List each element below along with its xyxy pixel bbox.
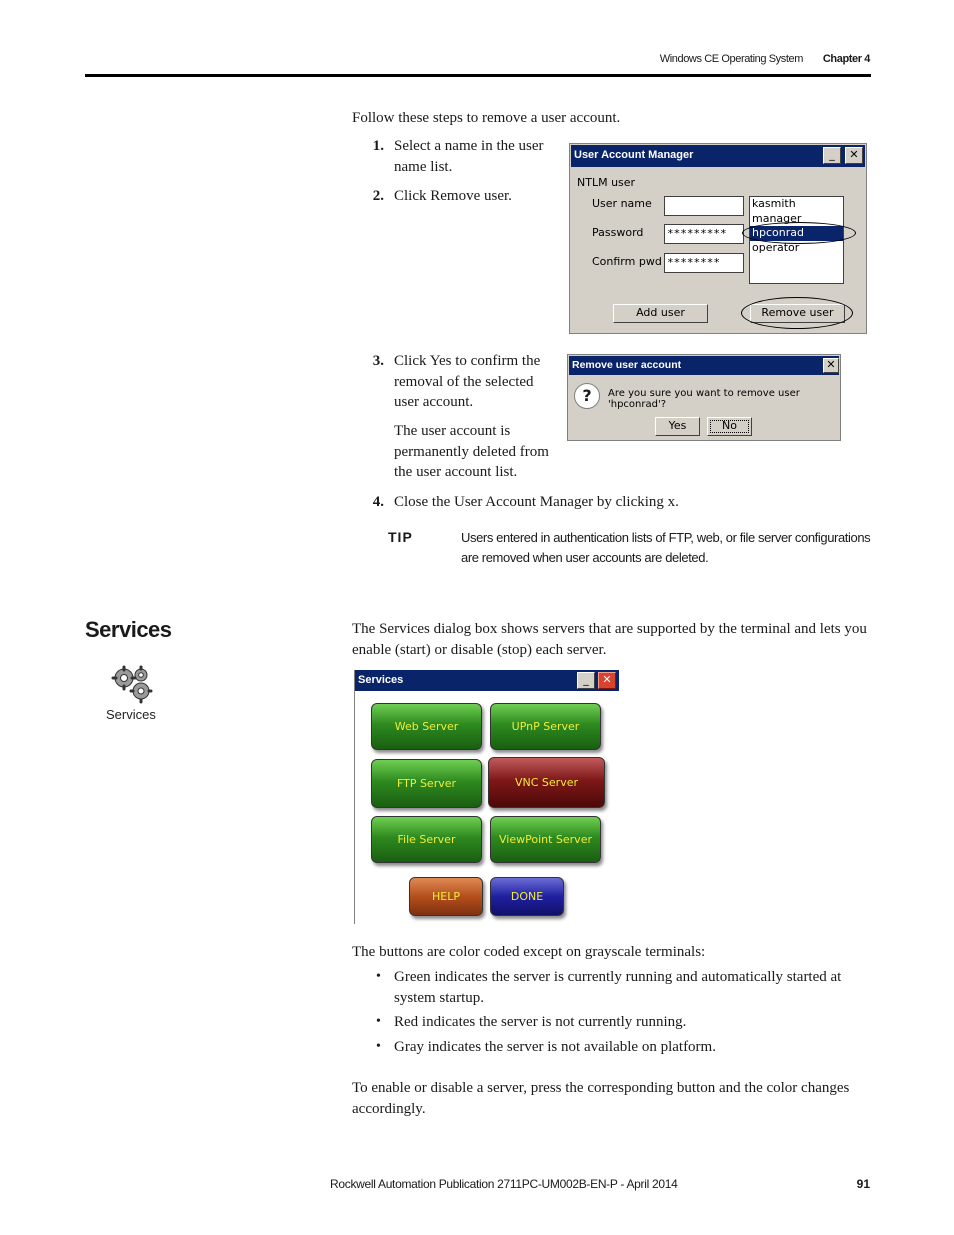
tip-text: Users entered in authentication lists of FTP, web, or file server configurations are removed when user accounts are deleted. — [461, 530, 871, 565]
dialog-titlebar — [571, 145, 865, 167]
color-intro: The buttons are color coded except on grayscale terminals: — [352, 944, 706, 960]
list-item[interactable]: manager — [752, 211, 802, 225]
dialog-title: Services — [358, 674, 404, 686]
step-3-note: The user account is permanently deleted from the user account list. — [394, 423, 549, 480]
user-account-manager-dialog — [569, 143, 867, 334]
list-item[interactable]: kasmith — [752, 197, 796, 210]
footer-publication: Rockwell Automation Publication 2711PC-UM002B-EN-P - April 2014 — [330, 1177, 678, 1191]
step-number: 1. — [372, 138, 384, 154]
services-icon-caption: Services — [106, 707, 156, 722]
username-input[interactable] — [664, 196, 744, 216]
close-button[interactable]: ✕ — [598, 672, 616, 689]
minimize-button[interactable]: _ — [577, 672, 595, 689]
highlight-ellipse — [742, 222, 856, 244]
step-text: Click Yes to confirm the removal of the selected user account. — [394, 353, 541, 410]
step-number: 4. — [372, 494, 384, 510]
no-button[interactable]: No — [707, 417, 752, 436]
password-label: Password — [592, 226, 644, 239]
yes-button[interactable]: Yes — [655, 417, 700, 436]
done-button[interactable]: DONE — [490, 877, 564, 916]
add-user-button[interactable]: Add user — [613, 304, 708, 323]
dialog-titlebar — [569, 356, 839, 375]
close-button[interactable]: ✕ — [823, 358, 839, 373]
highlight-ellipse — [741, 297, 853, 329]
step-number: 2. — [372, 188, 384, 204]
list-item: • Red indicates the server is not currently running. — [352, 1012, 872, 1033]
confirm-message: Are you sure you want to remove user 'hpconrad'? — [608, 388, 800, 410]
vnc-server-button[interactable]: VNC Server — [488, 757, 605, 808]
help-button[interactable]: HELP — [409, 877, 483, 916]
color-legend-list — [352, 967, 872, 1057]
services-dialog — [354, 670, 619, 924]
username-label: User name — [592, 197, 652, 210]
header-chapter: Chapter 4 — [822, 53, 870, 65]
dialog-title: Remove user account — [572, 359, 682, 371]
web-server-button[interactable]: Web Server — [371, 703, 482, 750]
remove-user-button[interactable]: Remove user — [750, 304, 845, 323]
list-item: • Gray indicates the server is not available on platform. — [352, 1037, 872, 1058]
minimize-button[interactable]: _ — [823, 147, 841, 164]
confirm-input[interactable]: ******** — [664, 253, 744, 273]
step-text: Click Remove user. — [394, 188, 512, 204]
viewpoint-server-button[interactable]: ViewPoint Server — [490, 816, 601, 863]
tip-label: TIP — [388, 529, 413, 545]
password-input[interactable]: ********* — [664, 224, 744, 244]
closing-text: To enable or disable a server, press the corresponding button and the color changes accordingly. — [352, 1080, 850, 1117]
group-label: NTLM user — [577, 176, 636, 189]
step-text: Select a name in the user name list. — [394, 138, 544, 175]
step-number: 3. — [372, 353, 384, 369]
list-item: • Green indicates the server is currently running and automatically started at system startup. — [352, 967, 872, 1008]
section-heading: Services — [85, 617, 172, 642]
intro-text: Follow these steps to remove a user account. — [352, 110, 621, 126]
services-gears-icon — [110, 664, 156, 704]
header-section-title: Windows CE Operating System — [659, 53, 803, 65]
question-icon: ? — [574, 383, 600, 409]
remove-user-dialog — [567, 354, 841, 441]
list-item-selected[interactable]: hpconrad — [750, 226, 843, 241]
header-rule — [85, 74, 871, 77]
list-item[interactable]: operator — [752, 240, 800, 254]
upnp-server-button[interactable]: UPnP Server — [490, 703, 601, 750]
ftp-server-button[interactable]: FTP Server — [371, 759, 482, 808]
page-number: 91 — [856, 1177, 870, 1191]
file-server-button[interactable]: File Server — [371, 816, 482, 863]
step-text: Close the User Account Manager by clicking x. — [394, 494, 679, 510]
services-description: The Services dialog box shows servers that are supported by the terminal and lets you enable (start) or disable (stop) each server. — [352, 621, 867, 658]
close-button[interactable]: ✕ — [845, 147, 863, 164]
confirm-label: Confirm pwd — [592, 255, 662, 268]
dialog-title: User Account Manager — [574, 149, 694, 161]
